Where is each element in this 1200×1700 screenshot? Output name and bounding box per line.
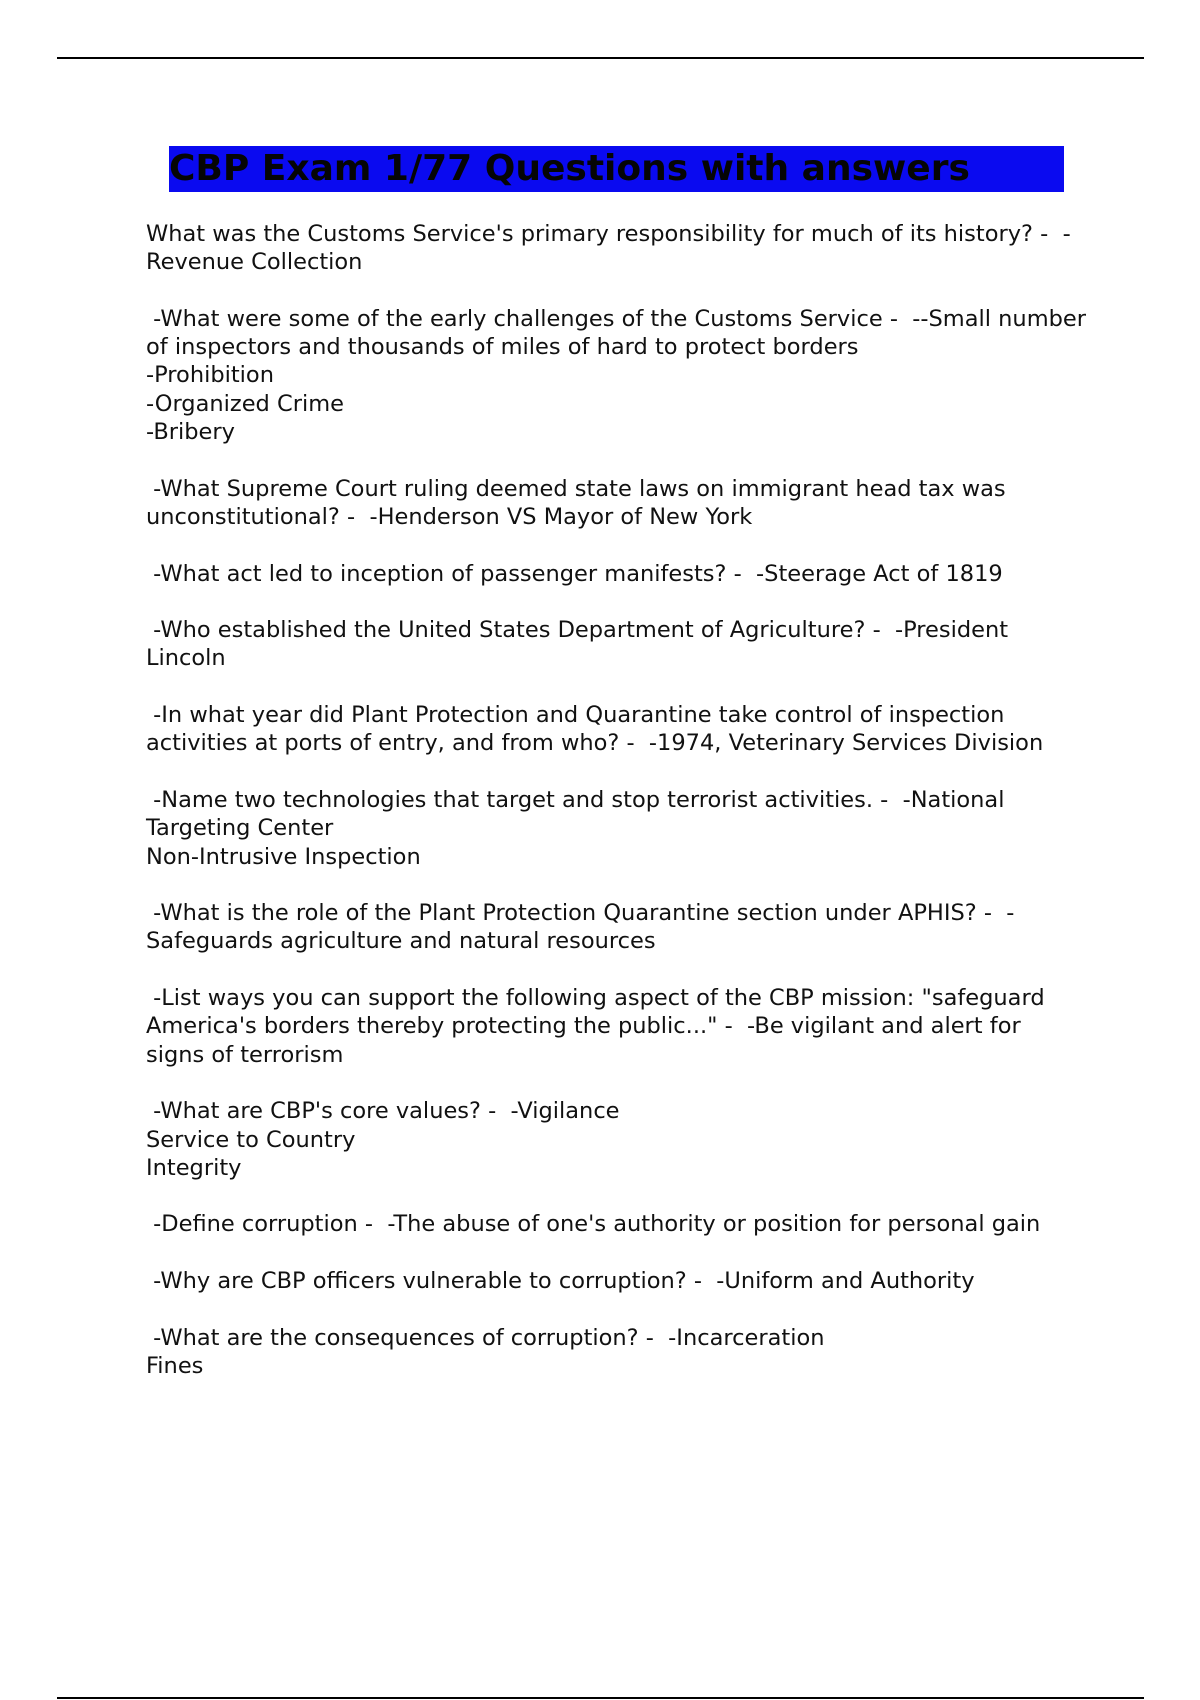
header-rule bbox=[57, 57, 1144, 59]
qa-item: -Define corruption - -The abuse of one's authority or position for personal gain bbox=[146, 1211, 1041, 1238]
qa-item: -What are the consequences of corruption? - -Incarceration Fines bbox=[146, 1324, 825, 1379]
qa-item: -What are CBP's core values? - -Vigilance Service to Country Integrity bbox=[146, 1098, 620, 1181]
qa-item: -Name two technologies that target and stop terrorist activities. - -National Targeting Center Non-Intrusive Inspection bbox=[146, 786, 1005, 870]
qa-item: -What is the role of the Plant Protection Quarantine section under APHIS? - -Safeguards agriculture and natural resources bbox=[146, 900, 1015, 955]
document-title: CBP Exam 1/77 Questions with answers bbox=[169, 146, 1064, 192]
qa-item: -Who established the United States Department of Agriculture? - -President Lincoln bbox=[146, 617, 1016, 672]
qa-item: -Why are CBP officers vulnerable to corruption? - -Uniform and Authority bbox=[146, 1267, 975, 1294]
qa-item: -What Supreme Court ruling deemed state laws on immigrant head tax was unconstitutional? - -Henderson VS Mayor of New York bbox=[146, 475, 1013, 530]
qa-list bbox=[146, 220, 1086, 1408]
qa-item: -In what year did Plant Protection and Quarantine take control of inspection activities at ports of entry, and from who? - -1974, Veterinary Services Division bbox=[146, 702, 1044, 757]
qa-item: -What act led to inception of passenger manifests? - -Steerage Act of 1819 bbox=[146, 560, 1003, 587]
qa-item: -What were some of the early challenges of the Customs Service - --Small number of inspectors and thousands of miles of hard to protect borders -Prohibition -Organized Crime -Bribery bbox=[146, 305, 1086, 446]
qa-item: -List ways you can support the following aspect of the CBP mission: "safeguard America's borders thereby protecting the public..." - -Be vigilant and alert for signs of terrorism bbox=[146, 985, 1052, 1068]
qa-item: What was the Customs Service's primary responsibility for much of its history? - -Revenue Collection bbox=[146, 221, 1071, 276]
footer-rule bbox=[57, 1697, 1144, 1699]
